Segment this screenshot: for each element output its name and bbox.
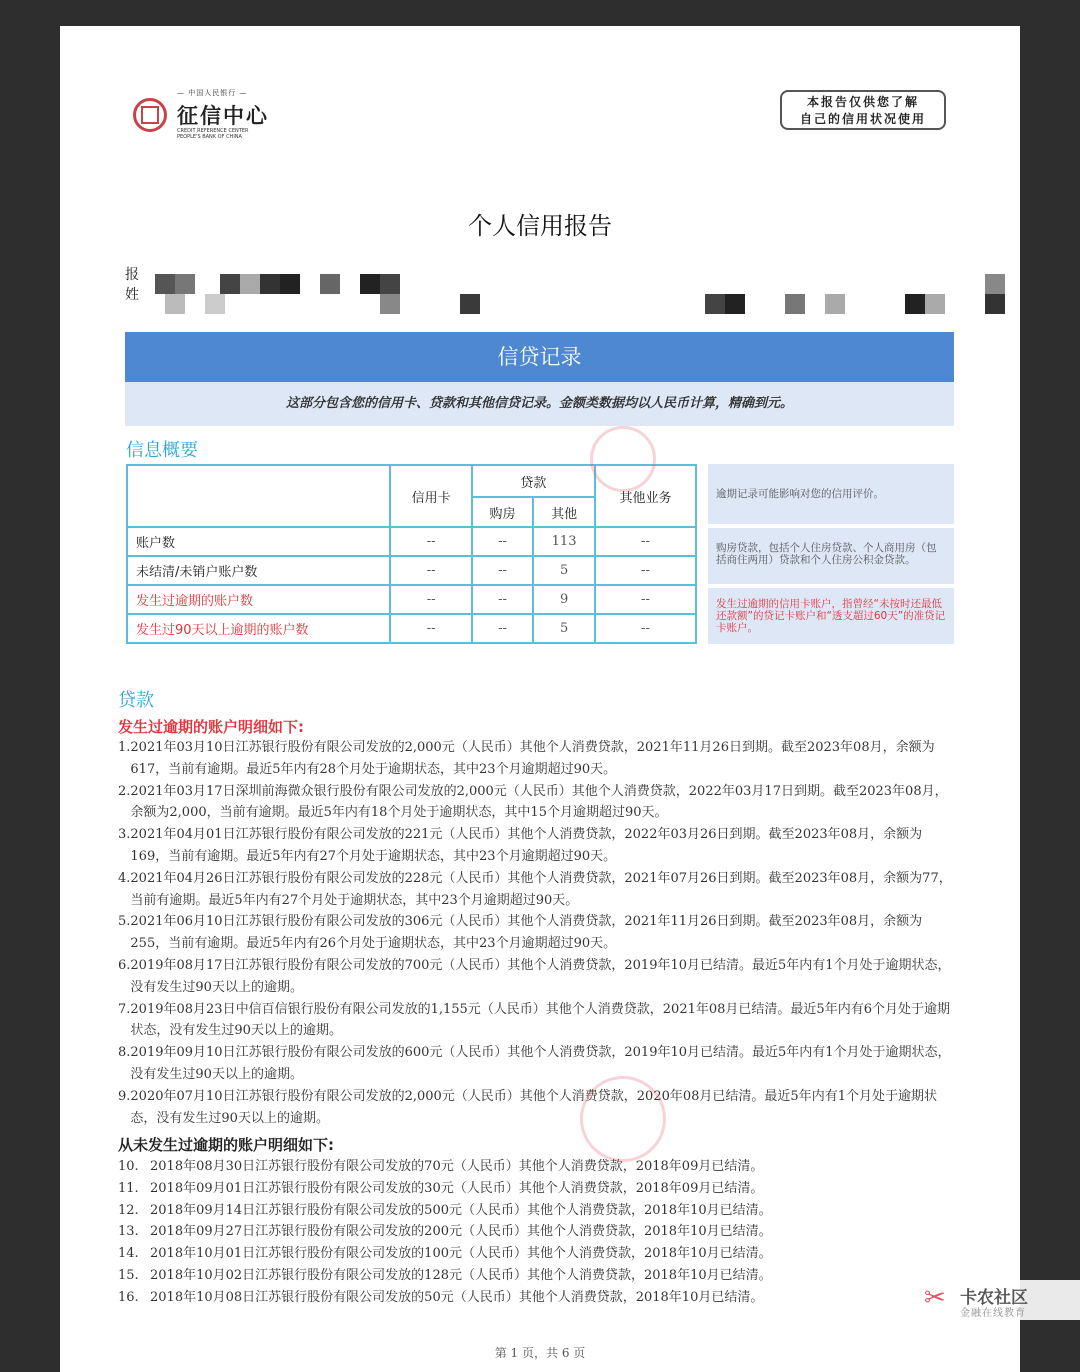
summary-corner-cell [127,465,390,527]
item-number: 15. [118,1267,139,1283]
logo-top-text: — 中国人民银行 — [177,89,248,97]
seal-stamp-icon [590,426,656,492]
loan-account-item [118,824,958,868]
summary-row [127,585,696,614]
summary-heading: 信息概要 [126,440,198,461]
item-number: 6. [118,957,131,973]
note-overdue: 逾期记录可能影响对您的信用评价。 [708,464,954,524]
item-text: 2021年06月10日江苏银行股份有限公司发放的306元（人民币）其他个人消费贷款，2021年11月26日到期。截至2023年08月，余额为255，当前有逾期。最近5年内有26个月处于逾期状态，其中23个月逾期超过90天。 [130,914,923,952]
loan-account-item [118,1086,958,1130]
item-text: 2019年08月17日江苏银行股份有限公司发放的700元（人民币）其他个人消费贷款，2019年10月已结清。最近5年内有1个月处于逾期状态，没有发生过90天以上的逾期。 [130,957,951,995]
kanong-watermark [902,1280,1080,1320]
watermark-brand: 卡农社区 [960,1288,1028,1308]
cell-housing: -- [472,585,534,614]
notice-line-1: 本报告仅供您了解 [806,95,919,109]
item-number: 16. [118,1289,139,1305]
summary-table [126,464,697,644]
item-number: 13. [118,1224,139,1240]
loan-account-item [118,781,958,825]
report-title: 个人信用报告 [468,212,612,240]
cell-credit-card: -- [390,614,471,643]
logo-main-text: 征信中心 [177,104,269,128]
item-text: 2021年03月10日江苏银行股份有限公司发放的2,000元（人民币）其他个人消费贷款，2021年11月26日到期。截至2023年08月，余额为617，当前有逾期。最近5年内有28个月处于逾期状态，其中23个月逾期超过90天。 [130,740,935,777]
cell-other: 113 [533,527,595,556]
loan-account-item [118,1287,958,1309]
loan-account-item [118,868,958,912]
cell-other: 9 [533,585,595,614]
cell-housing: -- [472,614,534,643]
col-loan: 贷款 [472,465,595,497]
loan-account-item [118,1042,958,1086]
summary-row [127,614,696,643]
item-text: 2021年04月26日江苏银行股份有限公司发放的228元（人民币）其他个人消费贷款，2021年07月26日到期。截至2023年08月，余额为77，当前有逾期。最近5年内有27个月处于逾期状态，其中23个月逾期超过90天。 [130,870,952,908]
row-label: 账户数 [127,527,390,556]
credit-center-logo [133,88,293,144]
loan-account-item [118,1178,958,1200]
loan-account-item [118,911,958,955]
item-number: 1. [118,740,131,755]
col-other-business: 其他业务 [595,465,696,527]
loans-heading: 贷款 [118,690,154,711]
cell-housing: -- [472,527,534,556]
loan-account-item [118,1221,958,1243]
emblem-icon [133,98,167,132]
col-credit-card: 信用卡 [390,465,471,527]
item-number: 8. [118,1045,131,1061]
report-label: 报 [125,267,139,283]
usage-notice-stamp [780,90,946,130]
loan-account-item [118,737,958,781]
item-number: 4. [118,870,131,886]
cell-other-business: -- [595,585,696,614]
cell-credit-card: -- [390,556,471,585]
watermark-tagline: 金融在线教育 [960,1308,1026,1319]
logo-english-text: CREDIT REFERENCE CENTER PEOPLE'S BANK OF CHINA [177,128,249,140]
loan-account-item [118,1243,958,1265]
seal-stamp-icon [580,1076,666,1162]
cell-other: 5 [533,556,595,585]
row-label: 发生过逾期的账户数 [127,585,390,614]
summary-notes [708,464,954,648]
item-number: 7. [118,1001,131,1017]
item-text: 2018年10月01日江苏银行股份有限公司发放的100元（人民币）其他个人消费贷款，2018年10月已结清。 [150,1246,772,1262]
item-text: 2018年09月27日江苏银行股份有限公司发放的200元（人民币）其他个人消费贷款，2018年10月已结清。 [150,1224,772,1240]
row-label: 未结清/未销户账户数 [127,556,390,585]
cell-other-business: -- [595,527,696,556]
col-housing: 购房 [472,497,534,527]
name-label: 姓 [125,287,139,303]
cell-other-business: -- [595,614,696,643]
kanong-logo-icon: ✂ [924,1283,946,1313]
clean-accounts-heading: 从未发生过逾期的账户明细如下: [118,1136,335,1154]
loan-account-item [118,1156,958,1178]
item-number: 3. [118,827,131,843]
report-page [60,26,1020,1372]
item-number: 11. [118,1180,139,1196]
item-text: 2018年09月01日江苏银行股份有限公司发放的30元（人民币）其他个人消费贷款，2018年09月已结清。 [150,1180,764,1196]
item-text: 2019年09月10日江苏银行股份有限公司发放的600元（人民币）其他个人消费贷款，2019年10月已结清。最近5年内有1个月处于逾期状态，没有发生过90天以上的逾期。 [130,1045,951,1082]
cell-housing: -- [472,556,534,585]
item-text: 2018年09月14日江苏银行股份有限公司发放的500元（人民币）其他个人消费贷款，2018年10月已结清。 [150,1202,772,1218]
item-text: 2018年08月30日江苏银行股份有限公司发放的70元（人民币）其他个人消费贷款，2018年09月已结清。 [150,1159,764,1174]
loan-account-item [118,1265,958,1287]
notice-line-2: 自己的信用状况使用 [799,112,926,126]
summary-row [127,556,696,585]
col-other: 其他 [533,497,595,527]
item-number: 14. [118,1246,139,1262]
item-number: 9. [118,1088,131,1104]
credit-record-description: 这部分包含您的信用卡、贷款和其他信贷记录。金额类数据均以人民币计算，精确到元。 [125,382,954,426]
note-housing-loan: 购房贷款，包括个人住房贷款、个人商用房（包括商住两用）贷款和个人住房公积金贷款。 [708,528,954,584]
note-overdue-card: 发生过逾期的信用卡账户，指曾经“未按时还最低还款额”的贷记卡账户和“透支超过60天”的准贷记卡账户。 [708,588,954,644]
item-text: 2018年10月02日江苏银行股份有限公司发放的128元（人民币）其他个人消费贷款，2018年10月已结清。 [150,1267,772,1283]
item-text: 2019年08月23日中信百信银行股份有限公司发放的1,155元（人民币）其他个人消费贷款，2021年08月已结清。最近5年内有6个月处于逾期状态，没有发生过90天以上的逾期。 [130,1001,950,1039]
cell-credit-card: -- [390,585,471,614]
item-number: 2. [118,783,131,799]
loan-account-item [118,999,958,1043]
item-text: 2021年03月17日深圳前海微众银行股份有限公司发放的2,000元（人民币）其他个人消费贷款，2022年03月17日到期。截至2023年08月，余额为2,000，当前有逾期。最近5年内有18个月处于逾期状态，其中15个月逾期超过90天。 [130,783,948,821]
cell-other-business: -- [595,556,696,585]
item-text: 2020年07月10日江苏银行股份有限公司发放的2,000元（人民币）其他个人消费贷款，2020年08月已结清。最近5年内有1个月处于逾期状态，没有发生过90天以上的逾期。 [130,1088,937,1126]
cell-other: 5 [533,614,595,643]
item-text: 2018年10月08日江苏银行股份有限公司发放的50元（人民币）其他个人消费贷款，2018年10月已结清。 [150,1289,764,1305]
credit-record-banner: 信贷记录 [125,332,954,382]
item-number: 10. [118,1159,139,1174]
loan-account-item [118,1200,958,1222]
item-number: 12. [118,1202,139,1218]
item-number: 5. [118,914,131,930]
clean-accounts-list [118,1156,958,1309]
redacted-personal-info [125,264,955,328]
summary-row [127,527,696,556]
overdue-accounts-heading: 发生过逾期的账户明细如下: [118,718,304,736]
page-indicator: 第 1 页，共 6 页 [494,1346,586,1360]
row-label: 发生过90天以上逾期的账户数 [127,614,390,643]
overdue-accounts-list [118,737,958,1129]
loan-account-item [118,955,958,999]
cell-credit-card: -- [390,527,471,556]
item-text: 2021年04月01日江苏银行股份有限公司发放的221元（人民币）其他个人消费贷款，2022年03月26日到期。截至2023年08月，余额为169，当前有逾期。最近5年内有27个月处于逾期状态，其中23个月逾期超过90天。 [130,827,923,864]
